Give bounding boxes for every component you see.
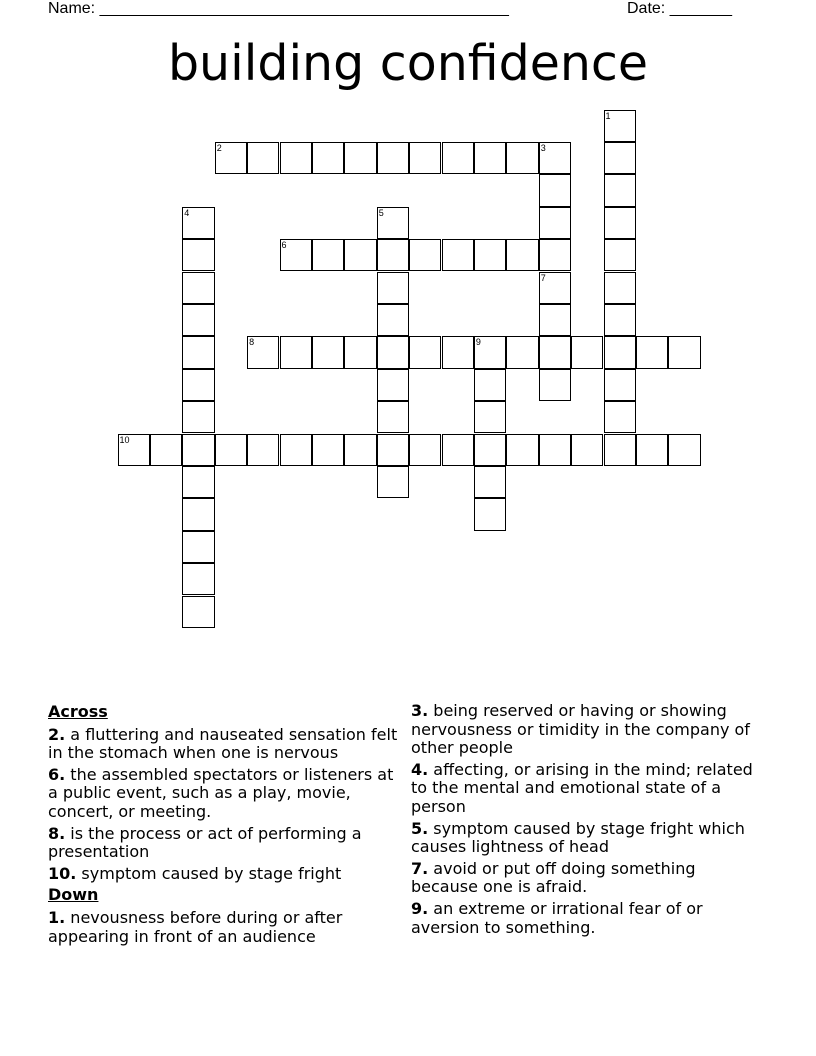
crossword-cell[interactable]	[215, 434, 247, 466]
crossword-cell[interactable]	[280, 142, 312, 174]
crossword-cell[interactable]	[668, 336, 700, 368]
crossword-cell[interactable]	[442, 142, 474, 174]
crossword-cell[interactable]	[506, 434, 538, 466]
crossword-cell[interactable]	[182, 498, 214, 530]
crossword-cell[interactable]	[182, 304, 214, 336]
crossword-cell[interactable]	[280, 336, 312, 368]
crossword-cell[interactable]	[182, 434, 214, 466]
clue-across-2	[48, 726, 398, 763]
clue-number: 2.	[48, 724, 66, 744]
clue-across-8	[48, 825, 398, 862]
crossword-cell[interactable]	[182, 336, 214, 368]
clue-number: 8.	[48, 823, 66, 843]
crossword-cell[interactable]	[539, 304, 571, 336]
crossword-cell[interactable]	[182, 239, 214, 271]
crossword-cell[interactable]	[604, 272, 636, 304]
clue-number: 9.	[411, 898, 429, 918]
cell-number: 8	[249, 337, 255, 348]
clue-down-7	[411, 860, 761, 897]
clue-text: an extreme or irrational fear of or aversion to something.	[411, 898, 703, 937]
crossword-cell[interactable]	[344, 239, 376, 271]
clues-column-right	[411, 702, 761, 940]
clue-text: nevousness before during or after appearing in front of an audience	[48, 907, 343, 946]
crossword-cell[interactable]	[377, 304, 409, 336]
crossword-cell[interactable]	[604, 336, 636, 368]
crossword-cell[interactable]	[539, 369, 571, 401]
crossword-cell[interactable]	[182, 563, 214, 595]
crossword-cell[interactable]	[604, 142, 636, 174]
crossword-cell[interactable]	[604, 304, 636, 336]
crossword-cell[interactable]	[344, 336, 376, 368]
clue-number: 3.	[411, 701, 429, 720]
crossword-cell[interactable]	[377, 239, 409, 271]
crossword-cell[interactable]	[344, 142, 376, 174]
crossword-cell[interactable]	[668, 434, 700, 466]
clue-down-3	[411, 702, 761, 758]
crossword-cell[interactable]	[182, 466, 214, 498]
date-field[interactable]: Date: _______	[627, 0, 732, 17]
crossword-cell[interactable]	[539, 434, 571, 466]
clue-number: 7.	[411, 858, 429, 878]
cell-number: 1	[605, 110, 611, 121]
crossword-cell[interactable]	[474, 401, 506, 433]
clue-number: 1.	[48, 907, 66, 927]
clue-number: 5.	[411, 818, 429, 838]
crossword-cell[interactable]	[474, 466, 506, 498]
cell-number: 4	[184, 207, 190, 218]
across-heading: Across	[48, 702, 108, 721]
crossword-cell[interactable]	[409, 239, 441, 271]
crossword-cell[interactable]	[474, 434, 506, 466]
cell-number: 9	[475, 337, 481, 348]
clue-number: 6.	[48, 764, 66, 784]
cell-number: 3	[540, 142, 546, 153]
clue-text: affecting, or arising in the mind; related to the mental and emotional state of a person	[411, 759, 753, 816]
crossword-cell[interactable]	[182, 369, 214, 401]
cell-number: 6	[281, 240, 287, 251]
crossword-cell[interactable]	[474, 369, 506, 401]
crossword-cell[interactable]	[377, 434, 409, 466]
crossword-cell[interactable]	[377, 466, 409, 498]
crossword-cell[interactable]	[506, 142, 538, 174]
clue-across-10	[48, 865, 398, 884]
crossword-cell[interactable]	[182, 401, 214, 433]
clues-column-left	[48, 702, 398, 949]
crossword-cell[interactable]	[344, 434, 376, 466]
crossword-cell[interactable]	[571, 336, 603, 368]
clue-text: is the process or act of performing a presentation	[48, 823, 362, 862]
cell-number: 5	[378, 207, 384, 218]
crossword-cell[interactable]	[474, 239, 506, 271]
crossword-cell[interactable]	[377, 369, 409, 401]
clue-number: 10.	[48, 863, 77, 883]
crossword-cell[interactable]	[247, 142, 279, 174]
crossword-cell[interactable]	[506, 239, 538, 271]
crossword-cell[interactable]	[312, 239, 344, 271]
clue-down-1	[48, 909, 398, 946]
crossword-cell[interactable]	[571, 434, 603, 466]
crossword-cell[interactable]	[604, 434, 636, 466]
crossword-cell[interactable]	[150, 434, 182, 466]
cell-number: 10	[119, 434, 130, 445]
clue-text: being reserved or having or showing nervousness or timidity in the company of other people	[411, 701, 750, 758]
crossword-cell[interactable]	[409, 434, 441, 466]
crossword-cell[interactable]	[312, 336, 344, 368]
crossword-cell[interactable]	[377, 336, 409, 368]
crossword-cell[interactable]	[539, 174, 571, 206]
clue-down-5	[411, 820, 761, 857]
crossword-cell[interactable]	[636, 336, 668, 368]
cell-number: 2	[216, 142, 222, 153]
clue-down-9	[411, 900, 761, 937]
cell-number: 7	[540, 272, 546, 283]
crossword-cell[interactable]	[377, 272, 409, 304]
crossword-cell[interactable]	[247, 434, 279, 466]
crossword-cell[interactable]	[312, 142, 344, 174]
crossword-cell[interactable]	[377, 142, 409, 174]
clue-text: symptom caused by stage fright which causes lightness of head	[411, 818, 745, 857]
crossword-cell[interactable]	[636, 434, 668, 466]
page-title: building confidence	[167, 35, 649, 92]
crossword-cell[interactable]	[182, 272, 214, 304]
crossword-cell[interactable]	[539, 239, 571, 271]
crossword-cell[interactable]	[539, 336, 571, 368]
crossword-cell[interactable]	[442, 434, 474, 466]
crossword-cell[interactable]	[474, 498, 506, 530]
crossword-cell[interactable]	[604, 239, 636, 271]
crossword-cell[interactable]	[442, 239, 474, 271]
crossword-cell[interactable]	[377, 401, 409, 433]
clue-text: the assembled spectators or listeners at a public event, such as a play, movie, concert, or meeting.	[48, 764, 394, 821]
crossword-cell[interactable]	[474, 142, 506, 174]
clue-down-4	[411, 761, 761, 817]
crossword-cell[interactable]	[539, 207, 571, 239]
crossword-cell[interactable]	[182, 531, 214, 563]
crossword-cell[interactable]	[409, 336, 441, 368]
crossword-cell[interactable]	[442, 336, 474, 368]
crossword-cell[interactable]	[280, 434, 312, 466]
clue-text: a fluttering and nauseated sensation felt in the stomach when one is nervous	[48, 724, 398, 763]
crossword-cell[interactable]	[604, 207, 636, 239]
clue-text: symptom caused by stage fright	[76, 863, 342, 883]
crossword-cell[interactable]	[506, 336, 538, 368]
name-field[interactable]: Name: ______________________________________________	[48, 0, 509, 17]
clue-across-6	[48, 766, 398, 822]
crossword-cell[interactable]	[409, 142, 441, 174]
crossword-cell[interactable]	[182, 596, 214, 628]
crossword-cell[interactable]	[604, 174, 636, 206]
crossword-cell[interactable]	[312, 434, 344, 466]
crossword-cell[interactable]	[604, 401, 636, 433]
clue-number: 4.	[411, 759, 429, 779]
crossword-cell[interactable]	[604, 369, 636, 401]
clue-text: avoid or put off doing something because one is afraid.	[411, 858, 696, 897]
down-heading: Down	[48, 885, 99, 905]
